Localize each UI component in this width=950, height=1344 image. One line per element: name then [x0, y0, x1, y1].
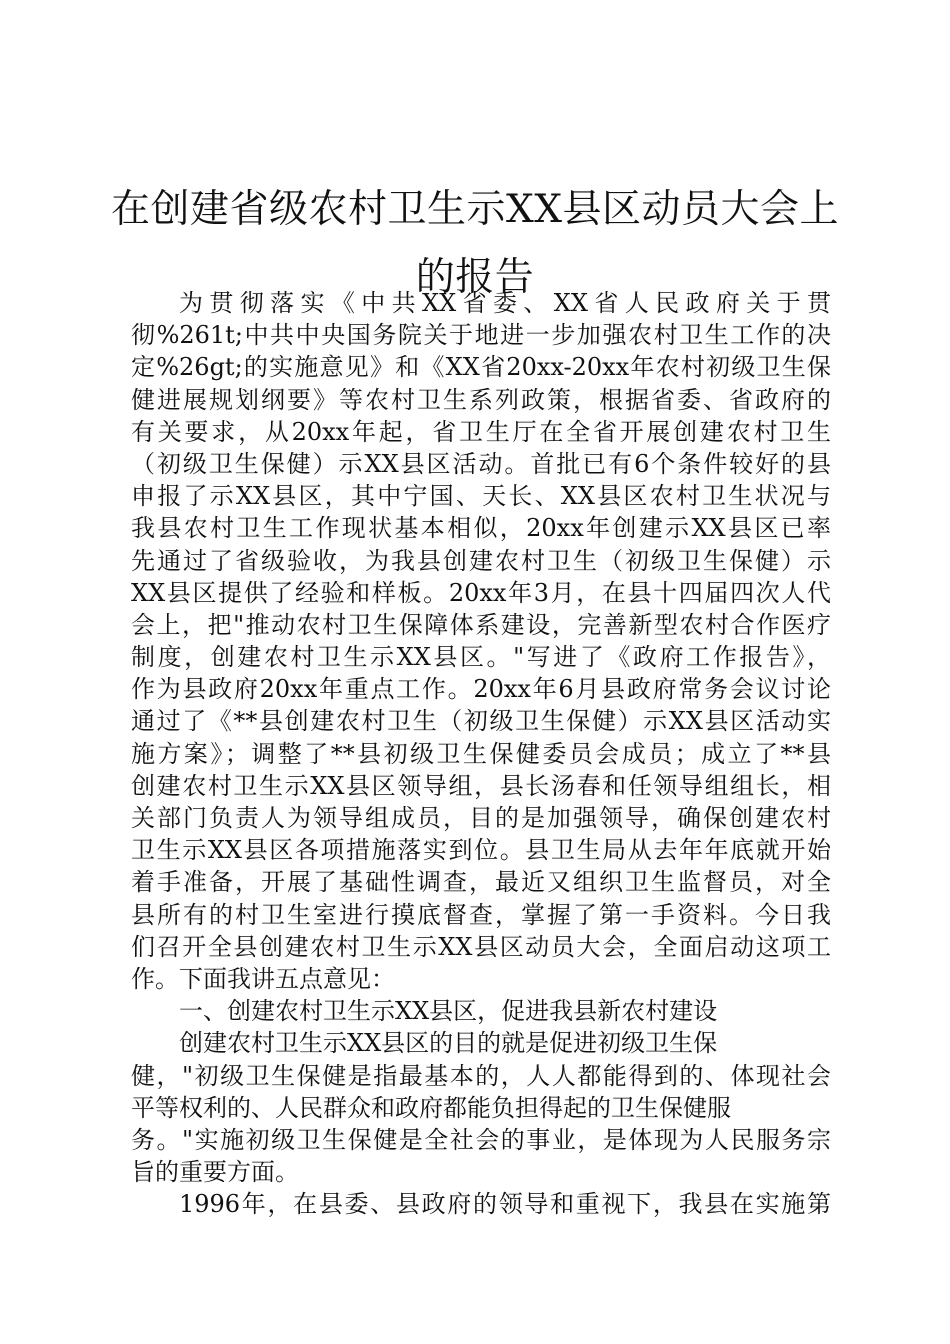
- text-line: 我县农村卫生工作现状基本相似，20xx年创建示XX县区已率: [131, 514, 831, 543]
- text-line: 作。下面我讲五点意见：: [131, 964, 395, 993]
- text-line: XX县区提供了经验和样板。20xx年3月，在县十四届四次人代: [131, 578, 831, 607]
- text-line: （初级卫生保健）示XX县区活动。首批已有6个条件较好的县: [131, 449, 831, 478]
- text-line: 卫生示XX县区各项措施落实到位。县卫生局从去年年底就开始: [131, 836, 831, 865]
- text-line: 通过了《**县创建农村卫生（初级卫生保健）示XX县区活动实: [131, 707, 831, 736]
- text-line: 务。"实施初级卫生保健是全社会的事业，是体现为人民服务宗: [131, 1125, 831, 1154]
- text-line: 有关要求，从20xx年起，省卫生厅在全省开展创建农村卫生: [131, 417, 831, 446]
- text-line: 彻%261t;中共中央国务院关于地进一步加强农村卫生工作的决: [131, 321, 831, 350]
- text-line: 一、创建农村卫生示XX县区，促进我县新农村建设: [179, 997, 718, 1026]
- text-line: 着手准备，开展了基础性调查，最近又组织卫生监督员，对全: [131, 868, 831, 897]
- text-line: 创建农村卫生示XX县区的目的就是促进初级卫生保: [179, 1029, 718, 1058]
- text-line: 制度，创建农村卫生示XX县区。"写进了《政府工作报告》，: [131, 643, 831, 672]
- text-line: 会上，把"推动农村卫生保障体系建设，完善新型农村合作医疗: [131, 610, 831, 639]
- text-line: 定%26gt;的实施意见》和《XX省20xx-20xx年农村初级卫生保: [131, 353, 831, 382]
- text-line: 创建农村卫生示XX县区领导组，县长汤春和任领导组组长，相: [131, 771, 831, 800]
- text-line: 健，"初级卫生保健是指最基本的，人人都能得到的、体现社会: [131, 1061, 831, 1090]
- text-line: 们召开全县创建农村卫生示XX县区动员大会，全面启动这项工: [131, 932, 831, 961]
- text-line: 1996年，在县委、县政府的领导和重视下，我县在实施第: [179, 1190, 831, 1219]
- text-line: 先通过了省级验收，为我县创建农村卫生（初级卫生保健）示: [131, 546, 831, 575]
- text-line: 关部门负责人为领导组成员，目的是加强领导，确保创建农村: [131, 804, 831, 832]
- text-line: 施方案》；调整了**县初级卫生保健委员会成员；成立了**县: [131, 739, 831, 768]
- text-line: 作为县政府20xx年重点工作。20xx年6月县政府常务会议讨论: [131, 675, 831, 704]
- text-line: 健进展规划纲要》等农村卫生系列政策，根据省委、省政府的: [131, 385, 831, 414]
- text-line: 申报了示XX县区，其中宁国、天长、XX县区农村卫生状况与: [131, 482, 831, 511]
- text-line: 县所有的村卫生室进行摸底督查，掌握了第一手资料。今日我: [131, 900, 831, 929]
- text-line: 平等权利的、人民群众和政府都能负担得起的卫生保健服: [131, 1093, 731, 1122]
- document-body: [131, 287, 831, 1220]
- document-title: 在创建省级农村卫生示XX县区动员大会上的报告: [110, 187, 840, 300]
- text-line: 旨的重要方面。: [131, 1158, 299, 1187]
- text-line: 为贯彻落实《中共XX省委、XX省人民政府关于贯: [179, 289, 831, 317]
